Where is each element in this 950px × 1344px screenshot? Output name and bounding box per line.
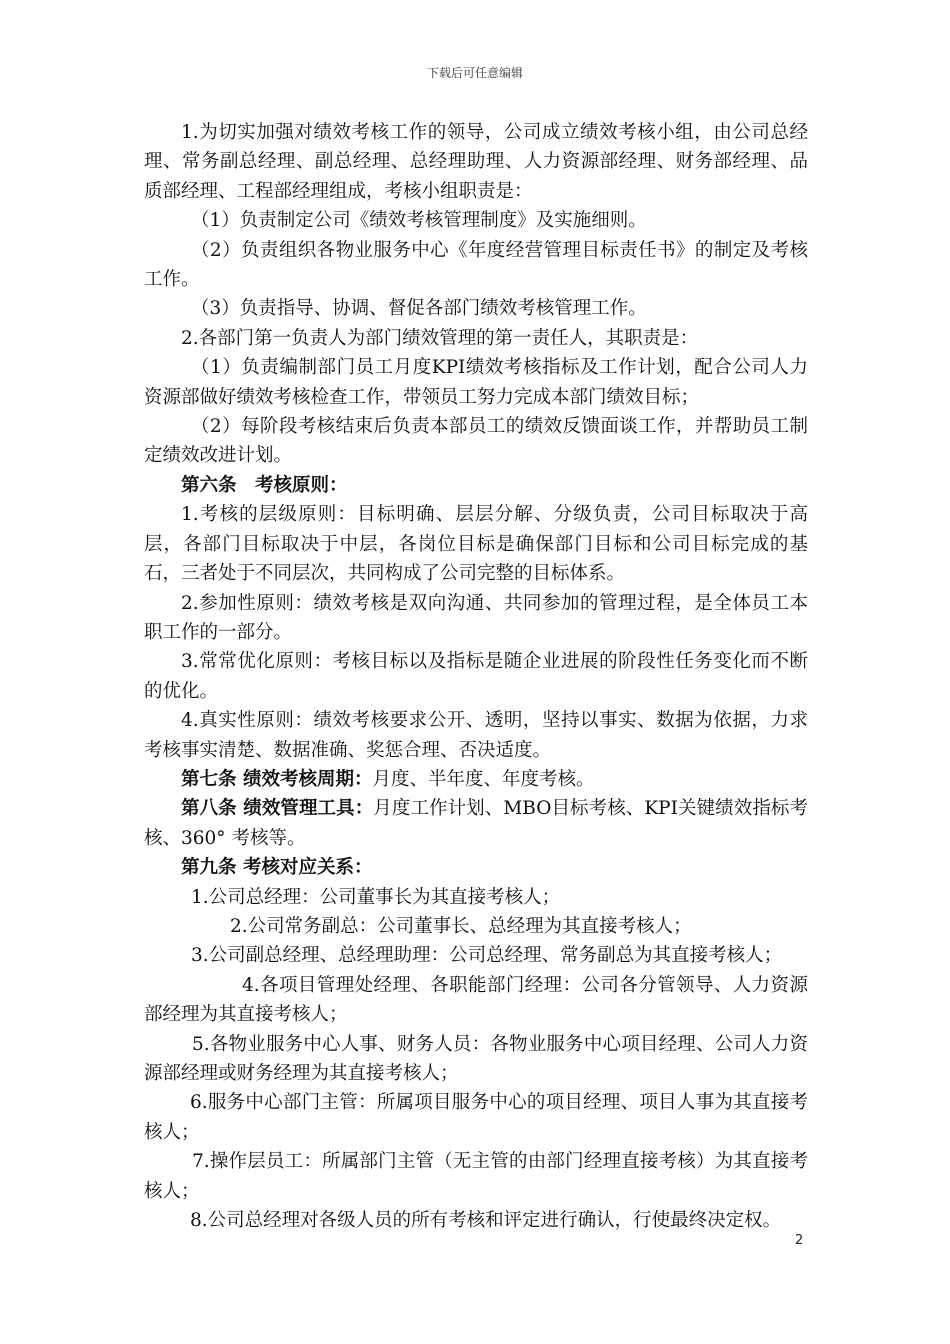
paragraph: 1.为切实加强对绩效考核工作的领导，公司成立绩效考核小组，由公司总经理、常务副总经理、副总经理、总经理助理、人力资源部经理、财务部经理、品质部经理、工程部经理组成，考核小组职责是： (144, 122, 808, 202)
paragraph: 4.真实性原则：绩效考核要求公开、透明，坚持以事实、数据为依据，力求考核事实清楚、数据准确、奖惩合理、否决适度。 (144, 710, 808, 761)
list-item: 1.公司总经理：公司董事长为其直接考核人； (191, 886, 561, 908)
list-item: 8.公司总经理对各级人员的所有考核和评定进行确认，行使最终决定权。 (190, 1210, 782, 1232)
article-heading: 第六条 考核原则： (181, 474, 348, 496)
document-body (144, 118, 808, 1235)
page-number: 2 (795, 1233, 804, 1248)
list-item: 3.公司副总经理、总经理助理：公司总经理、常务副总为其直接考核人； (191, 945, 783, 967)
paragraph: （3）负责指导、协调、督促各部门绩效考核管理工作。 (191, 298, 647, 320)
article-title: 第八条 绩效管理工具： (181, 798, 374, 820)
list-item: 7.操作层员工：所属部门主管（无主管的由部门经理直接考核）为其直接考核人； (144, 1151, 808, 1202)
article-paragraph (144, 765, 808, 794)
article-title: 第七条 绩效考核周期： (181, 768, 373, 790)
paragraph: 3.常常优化原则：考核目标以及指标是随企业进展的阶段性任务变化而不断的优化。 (144, 651, 808, 702)
paragraph: 2.各部门第一负责人为部门绩效管理的第一责任人，其职责是： (181, 327, 699, 349)
list-item: 6.服务中心部门主管：所属项目服务中心的项目经理、项目人事为其直接考核人； (144, 1092, 808, 1143)
paragraph: 2.参加性原则：绩效考核是双向沟通、共同参加的管理过程，是全体员工本职工作的一部分。 (144, 592, 808, 643)
article-text: 月度、半年度、年度考核。 (372, 768, 595, 790)
article-text: 月度工作计划、MBO目标考核、KPI关键绩效指标考核、360° 考核等。 (144, 798, 808, 849)
article-heading: 第九条 考核对应关系： (181, 857, 373, 879)
list-item: 2.公司常务副总：公司董事长、总经理为其直接考核人； (230, 915, 692, 937)
article-paragraph (144, 794, 808, 853)
page-header: 下载后可任意编辑 (426, 66, 523, 80)
list-item: 4.各项目管理处经理、各职能部门经理：公司各分管领导、人力资源部经理为其直接考核人； (144, 974, 808, 1026)
paragraph: （1）负责制定公司《绩效考核管理制度》及实施细则。 (191, 210, 647, 232)
paragraph: 1.考核的层级原则：目标明确、层层分解、分级负责，公司目标取决于高层，各部门目标取决于中层，各岗位目标是确保部门目标和公司目标完成的基石，三者处于不同层次，共同构成了公司完整的目标体系。 (144, 504, 808, 585)
paragraph: （2）负责组织各物业服务中心《年度经营管理目标责任书》的制定及考核工作。 (144, 239, 808, 291)
paragraph: （2）每阶段考核结束后负责本部员工的绩效反馈面谈工作，并帮助员工制定绩效改进计划。 (144, 416, 808, 467)
paragraph: （1）负责编制部门员工月度KPI绩效考核指标及工作计划，配合公司人力资源部做好绩效考核检查工作，带领员工努力完成本部门绩效目标； (144, 357, 808, 408)
list-item: 5.各物业服务中心人事、财务人员：各物业服务中心项目经理、公司人力资源部经理或财务经理为其直接考核人； (144, 1033, 808, 1084)
